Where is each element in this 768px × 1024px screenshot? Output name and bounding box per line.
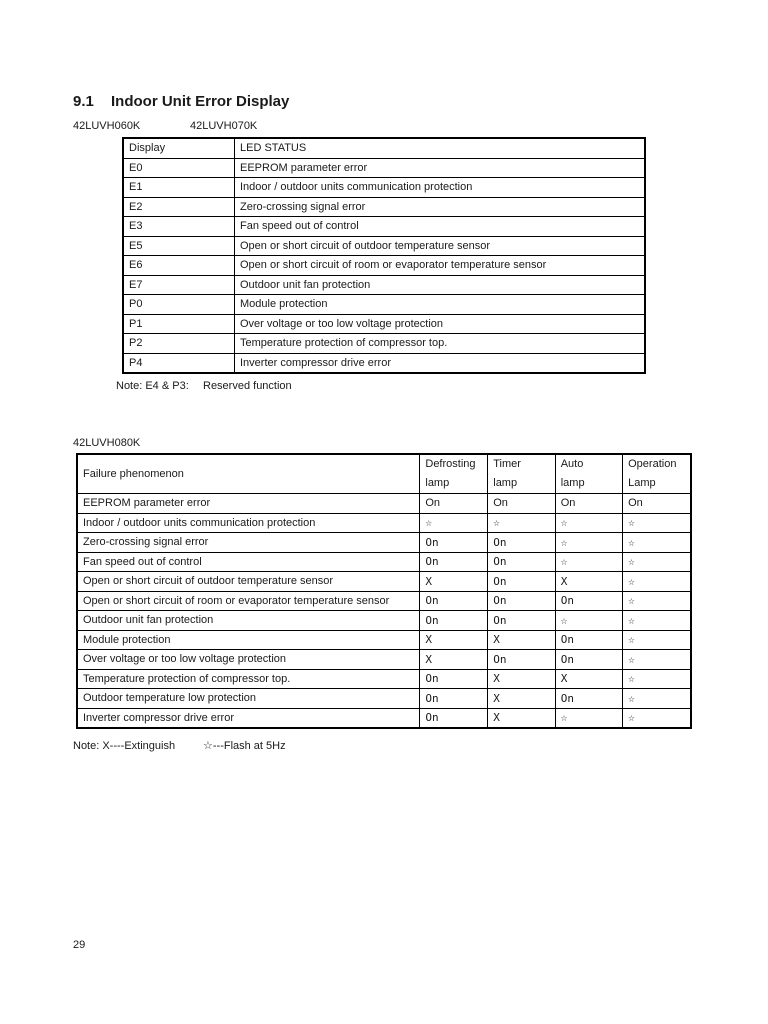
auto-lamp-state: On (555, 630, 622, 650)
header-failure-phenomenon: Failure phenomenon (77, 454, 420, 494)
header-line: lamp (425, 477, 450, 489)
model-list-1 (73, 120, 257, 132)
operation-lamp-state: ☆ (623, 572, 691, 592)
header-display: Display (123, 138, 235, 158)
operation-lamp-state: ☆ (623, 513, 691, 533)
led-status: Module protection (235, 295, 646, 315)
model-label: 42LUVH070K (190, 120, 258, 132)
failure-phenomenon: Outdoor temperature low protection (77, 689, 420, 709)
note-text: ☆---Flash at 5Hz (203, 740, 286, 752)
table-row (123, 158, 645, 178)
led-status: Open or short circuit of outdoor temperature sensor (235, 236, 646, 256)
operation-lamp-state: ☆ (623, 669, 691, 689)
defrosting-lamp-state: X (420, 572, 488, 592)
error-code: E5 (123, 236, 235, 256)
led-status: Indoor / outdoor units communication protection (235, 178, 646, 198)
defrosting-lamp-state: X (420, 650, 488, 670)
timer-lamp-state: X (488, 669, 555, 689)
table-row (77, 650, 691, 670)
table-row (123, 295, 645, 315)
table-row (123, 236, 645, 256)
model-label: 42LUVH060K (73, 120, 141, 132)
header-led-status: LED STATUS (235, 138, 646, 158)
table-row (77, 513, 691, 533)
operation-lamp-state: ☆ (623, 533, 691, 553)
operation-lamp-state: ☆ (623, 591, 691, 611)
defrosting-lamp-state: On (420, 669, 488, 689)
failure-phenomenon: Over voltage or too low voltage protection (77, 650, 420, 670)
timer-lamp-state: On (488, 552, 555, 572)
operation-lamp-state: ☆ (623, 611, 691, 631)
timer-lamp-state: On (488, 572, 555, 592)
failure-phenomenon: Module protection (77, 630, 420, 650)
table-row (123, 334, 645, 354)
error-code: E3 (123, 217, 235, 237)
timer-lamp-state: X (488, 708, 555, 728)
table-row (123, 217, 645, 237)
table-row (123, 256, 645, 276)
timer-lamp-state: On (488, 650, 555, 670)
header-line: Auto (560, 458, 584, 470)
table-row (77, 591, 691, 611)
timer-lamp-state: X (488, 689, 555, 709)
table-row (77, 630, 691, 650)
timer-lamp-state: ☆ (488, 513, 555, 533)
table-header-row (123, 138, 645, 158)
led-status: Open or short circuit of room or evaporator temperature sensor (235, 256, 646, 276)
header-line: lamp (560, 477, 585, 489)
header-timer-lamp (488, 454, 555, 494)
led-status: Temperature protection of compressor top. (235, 334, 646, 354)
failure-phenomenon: Zero-crossing signal error (77, 533, 420, 553)
defrosting-lamp-state: X (420, 630, 488, 650)
auto-lamp-state: X (555, 572, 622, 592)
header-line: Operation (628, 458, 677, 470)
defrosting-lamp-state: On (420, 689, 488, 709)
operation-lamp-state: ☆ (623, 689, 691, 709)
timer-lamp-state: On (488, 494, 555, 514)
failure-phenomenon: Indoor / outdoor units communication protection (77, 513, 420, 533)
header-line: Defrosting (425, 458, 476, 470)
operation-lamp-state: ☆ (623, 630, 691, 650)
failure-phenomenon: Fan speed out of control (77, 552, 420, 572)
failure-phenomenon: Open or short circuit of outdoor temperature sensor (77, 572, 420, 592)
defrosting-lamp-state: On (420, 552, 488, 572)
error-code: E0 (123, 158, 235, 178)
auto-lamp-state: ☆ (555, 533, 622, 553)
failure-phenomenon: EEPROM parameter error (77, 494, 420, 514)
auto-lamp-state: ☆ (555, 611, 622, 631)
defrosting-lamp-state: On (420, 591, 488, 611)
error-code: E6 (123, 256, 235, 276)
timer-lamp-state: On (488, 591, 555, 611)
error-code: E1 (123, 178, 235, 198)
auto-lamp-state: On (555, 591, 622, 611)
header-defrosting-lamp (420, 454, 488, 494)
timer-lamp-state: X (488, 630, 555, 650)
error-code: P2 (123, 334, 235, 354)
defrosting-lamp-state: On (420, 611, 488, 631)
led-status: Inverter compressor drive error (235, 353, 646, 373)
page-number: 29 (73, 939, 86, 951)
header-line: Lamp (628, 477, 656, 489)
error-code: E7 (123, 275, 235, 295)
header-auto-lamp (555, 454, 622, 494)
auto-lamp-state: On (555, 650, 622, 670)
table-row (123, 275, 645, 295)
error-code: P1 (123, 314, 235, 334)
table-row (77, 708, 691, 728)
failure-phenomenon: Open or short circuit of room or evaporator temperature sensor (77, 591, 420, 611)
table-row (77, 552, 691, 572)
table-row (123, 353, 645, 373)
header-operation-lamp (623, 454, 691, 494)
table-row (77, 494, 691, 514)
header-line: Timer (493, 458, 521, 470)
failure-phenomenon: Outdoor unit fan protection (77, 611, 420, 631)
timer-lamp-state: On (488, 611, 555, 631)
table-header-row (77, 454, 691, 494)
led-status: Over voltage or too low voltage protection (235, 314, 646, 334)
error-code-table (122, 137, 646, 374)
table-row (77, 572, 691, 592)
section-heading (73, 93, 289, 110)
operation-lamp-state: ☆ (623, 552, 691, 572)
auto-lamp-state: ☆ (555, 708, 622, 728)
operation-lamp-state: On (623, 494, 691, 514)
auto-lamp-state: On (555, 689, 622, 709)
error-code: P0 (123, 295, 235, 315)
lamp-status-table (76, 453, 692, 729)
model-label-080: 42LUVH080K (73, 437, 141, 449)
timer-lamp-state: On (488, 533, 555, 553)
operation-lamp-state: ☆ (623, 650, 691, 670)
failure-phenomenon: Inverter compressor drive error (77, 708, 420, 728)
auto-lamp-state: X (555, 669, 622, 689)
table-row (123, 197, 645, 217)
auto-lamp-state: ☆ (555, 552, 622, 572)
defrosting-lamp-state: On (420, 494, 488, 514)
error-code: P4 (123, 353, 235, 373)
section-title: Indoor Unit Error Display (111, 93, 290, 110)
led-status: Outdoor unit fan protection (235, 275, 646, 295)
operation-lamp-state: ☆ (623, 708, 691, 728)
note-lead: Note: E4 & P3: (116, 380, 189, 392)
table-row (123, 314, 645, 334)
auto-lamp-state: On (555, 494, 622, 514)
error-code: E2 (123, 197, 235, 217)
table-row (77, 689, 691, 709)
defrosting-lamp-state: On (420, 708, 488, 728)
table-row (77, 611, 691, 631)
led-status: Zero-crossing signal error (235, 197, 646, 217)
note-text: Reserved function (203, 380, 292, 392)
table-row (123, 178, 645, 198)
failure-phenomenon: Temperature protection of compressor top. (77, 669, 420, 689)
legend-note (73, 739, 286, 752)
note-lead: Note: X----Extinguish (73, 740, 176, 752)
table-row (77, 533, 691, 553)
section-number: 9.1 (73, 93, 94, 110)
header-line: lamp (493, 477, 518, 489)
table-row (77, 669, 691, 689)
led-status: EEPROM parameter error (235, 158, 646, 178)
defrosting-lamp-state: On (420, 533, 488, 553)
auto-lamp-state: ☆ (555, 513, 622, 533)
reserved-note (116, 380, 292, 392)
led-status: Fan speed out of control (235, 217, 646, 237)
defrosting-lamp-state: ☆ (420, 513, 488, 533)
